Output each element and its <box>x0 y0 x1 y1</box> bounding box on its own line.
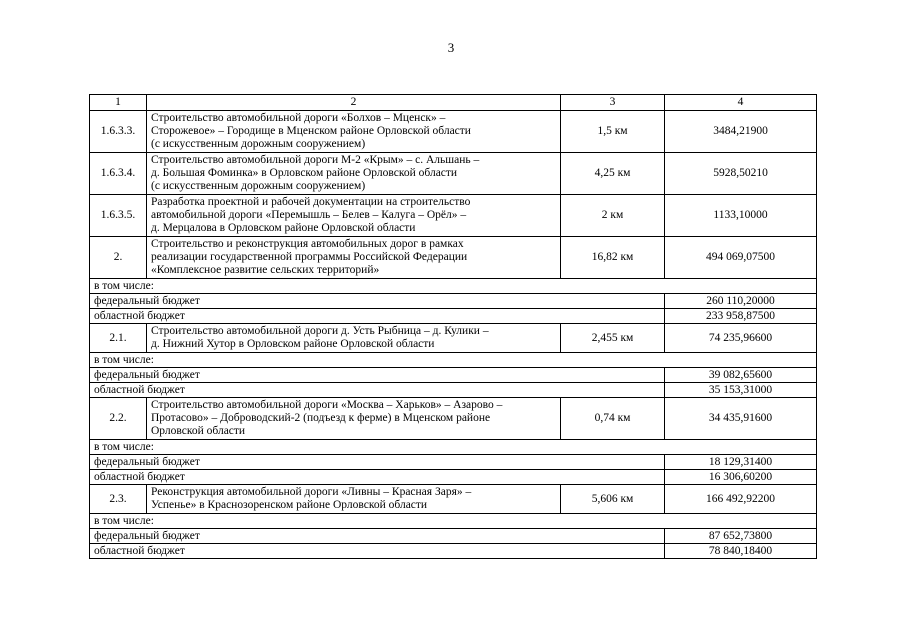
item-description <box>147 398 561 440</box>
item-amount: 5928,50210 <box>665 153 817 195</box>
item-length: 2,455 км <box>561 324 665 353</box>
item-amount: 1133,10000 <box>665 195 817 237</box>
item-length: 0,74 км <box>561 398 665 440</box>
description-line: «Комплексное развитие сельских территорий» <box>151 264 380 276</box>
item-amount: 166 492,92200 <box>665 485 817 514</box>
item-length: 2 км <box>561 195 665 237</box>
page-number: 3 <box>447 40 455 55</box>
header-cell-2: 2 <box>147 95 561 111</box>
item-number: 1.6.3.4. <box>90 153 147 195</box>
budget-row <box>90 544 817 559</box>
description-line: д. Нижний Хутор в Орловском районе Орловской области <box>151 338 435 350</box>
item-length: 16,82 км <box>561 237 665 279</box>
budget-label: федеральный бюджет <box>90 368 665 383</box>
item-number: 1.6.3.3. <box>90 111 147 153</box>
item-description <box>147 324 561 353</box>
description-line: Успенье» в Краснозоренском районе Орловской области <box>151 499 428 511</box>
table-row <box>90 153 817 195</box>
budget-label: областной бюджет <box>90 383 665 398</box>
subtotal-caption: в том числе: <box>90 440 817 455</box>
item-length: 1,5 км <box>561 111 665 153</box>
item-amount: 494 069,07500 <box>665 237 817 279</box>
road-construction-table <box>89 94 817 559</box>
description-line: Реконструкция автомобильной дороги «Ливны – Красная Заря» – <box>151 486 472 498</box>
description-line: д. Мерцалова в Орловском районе Орловской области <box>151 222 416 234</box>
budget-label: областной бюджет <box>90 470 665 485</box>
item-description <box>147 195 561 237</box>
budget-row <box>90 455 817 470</box>
description-line: реализации государственной программы Российской Федерации <box>151 251 468 263</box>
budget-row <box>90 368 817 383</box>
table-row <box>90 485 817 514</box>
subtotal-caption-row <box>90 353 817 368</box>
header-cell-1: 1 <box>90 95 147 111</box>
item-number: 1.6.3.5. <box>90 195 147 237</box>
budget-amount: 39 082,65600 <box>665 368 817 383</box>
subtotal-caption: в том числе: <box>90 353 817 368</box>
description-line: Строительство автомобильной дороги д. Усть Рыбница – д. Кулики – <box>151 325 489 337</box>
description-line: Сторожевое» – Городище в Мценском районе Орловской области <box>151 125 471 137</box>
item-description <box>147 485 561 514</box>
budget-row <box>90 470 817 485</box>
header-cell-3: 3 <box>561 95 665 111</box>
budget-row <box>90 294 817 309</box>
table-row <box>90 237 817 279</box>
description-line: Орловской области <box>151 425 246 437</box>
header-row <box>90 95 817 111</box>
description-line: (с искусственным дорожным сооружением) <box>151 180 366 192</box>
budget-amount: 87 652,73800 <box>665 529 817 544</box>
item-number: 2.1. <box>90 324 147 353</box>
budget-amount: 35 153,31000 <box>665 383 817 398</box>
subtotal-caption-row <box>90 440 817 455</box>
item-length: 5,606 км <box>561 485 665 514</box>
subtotal-caption-row <box>90 279 817 294</box>
budget-label: федеральный бюджет <box>90 455 665 470</box>
description-line: (с искусственным дорожным сооружением) <box>151 138 366 150</box>
budget-amount: 260 110,20000 <box>665 294 817 309</box>
table-row <box>90 195 817 237</box>
item-number: 2.2. <box>90 398 147 440</box>
table-row <box>90 398 817 440</box>
budget-label: федеральный бюджет <box>90 294 665 309</box>
description-line: Разработка проектной и рабочей документации на строительство <box>151 196 471 208</box>
budget-amount: 233 958,87500 <box>665 309 817 324</box>
subtotal-caption: в том числе: <box>90 279 817 294</box>
description-line: Строительство автомобильной дороги «Болхов – Мценск» – <box>151 112 446 124</box>
description-line: Строительство и реконструкция автомобильных дорог в рамках <box>151 238 464 250</box>
item-description <box>147 153 561 195</box>
table-row <box>90 324 817 353</box>
budget-amount: 18 129,31400 <box>665 455 817 470</box>
item-number: 2. <box>90 237 147 279</box>
description-line: Строительство автомобильной дороги М-2 «Крым» – с. Альшань – <box>151 154 480 166</box>
table-row <box>90 111 817 153</box>
budget-row <box>90 529 817 544</box>
description-line: автомобильной дороги «Перемышль – Белев – Калуга – Орёл» – <box>151 209 467 221</box>
description-line: Строительство автомобильной дороги «Москва – Харьков» – Азарово – <box>151 399 503 411</box>
subtotal-caption-row <box>90 514 817 529</box>
item-description <box>147 237 561 279</box>
budget-amount: 16 306,60200 <box>665 470 817 485</box>
header-cell-4: 4 <box>665 95 817 111</box>
item-amount: 74 235,96600 <box>665 324 817 353</box>
budget-label: областной бюджет <box>90 544 665 559</box>
budget-row <box>90 383 817 398</box>
description-line: Протасово» – Доброводский-2 (подъезд к ферме) в Мценском районе <box>151 412 491 424</box>
budget-label: областной бюджет <box>90 309 665 324</box>
item-amount: 34 435,91600 <box>665 398 817 440</box>
budget-row <box>90 309 817 324</box>
description-line: д. Большая Фоминка» в Орловском районе Орловской области <box>151 167 458 179</box>
item-number: 2.3. <box>90 485 147 514</box>
budget-amount: 78 840,18400 <box>665 544 817 559</box>
item-description <box>147 111 561 153</box>
subtotal-caption: в том числе: <box>90 514 817 529</box>
item-amount: 3484,21900 <box>665 111 817 153</box>
item-length: 4,25 км <box>561 153 665 195</box>
budget-label: федеральный бюджет <box>90 529 665 544</box>
